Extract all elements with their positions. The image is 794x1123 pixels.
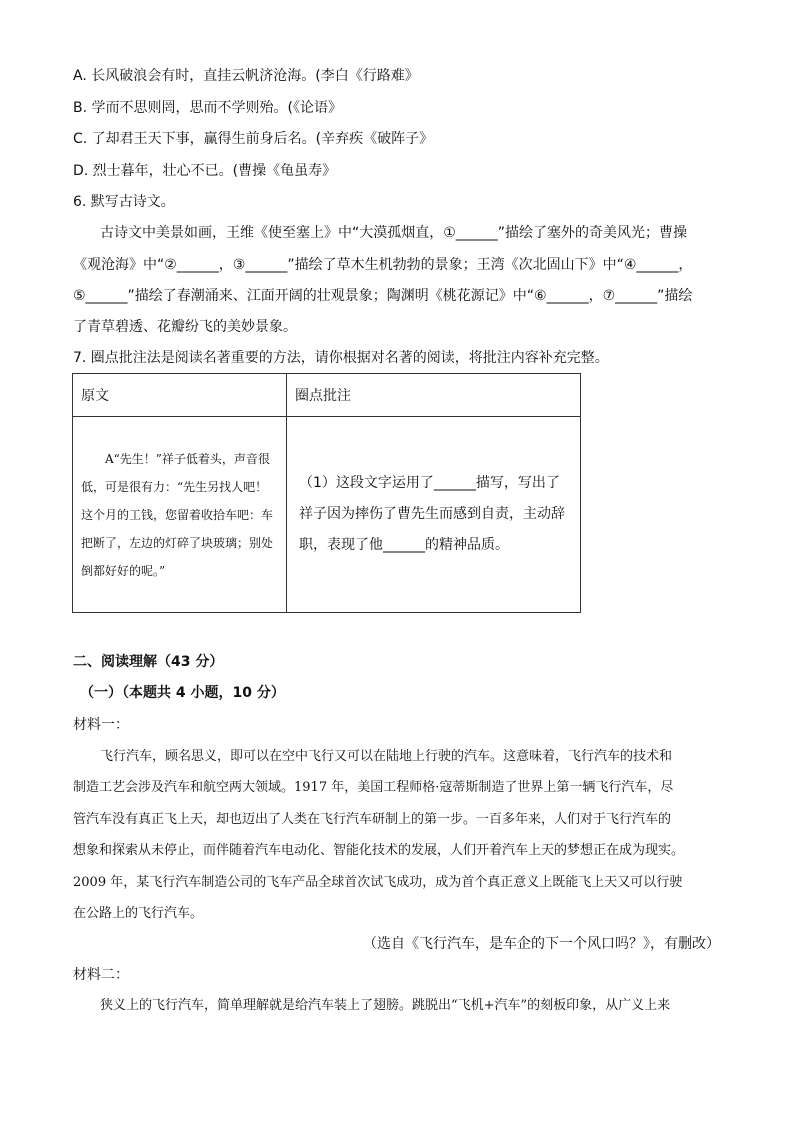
- question-6-title: 6. 默写古诗文。: [73, 194, 175, 210]
- material-2-line-1: 狭义上的飞行汽车，简单理解就是给汽车装上了翅膀。跳脱出“飞机+汽车”的刻板印象，从广义上来: [100, 998, 671, 1013]
- option-b: B. 学而不思则罔，思而不学则殆。(《论语》: [73, 100, 342, 116]
- option-a: A. 长风破浪会有时，直挂云帆济沧海。(李白《行路难》: [73, 68, 419, 84]
- material-1-line-3: 管汽车没有真正飞上天，却也迈出了人类在飞行汽车研制上的第一步。一百多年来，人们对于飞行汽车的: [73, 812, 672, 827]
- annotation-text: （1）这段文字运用了______描写，写出了祥子因为摔伤了曹先生而感到自责，主动辞职，表现了他______的精神品质。: [299, 475, 565, 553]
- material-1-line-6: 在公路上的飞行汽车。: [73, 906, 204, 921]
- annotation-cell: [287, 417, 581, 613]
- material-1-label: 材料一：: [73, 717, 129, 733]
- question-6-line-3: ⑤______”描绘了春潮涌来、江面开阔的壮观景象；陶渊明《桃花源记》中“⑥______，⑦______”描绘: [73, 288, 693, 304]
- material-1-line-4: 想象和探索从未停止，而伴随着汽车电动化、智能化技术的发展，人们开着汽车上天的梦想正在成为现实。: [73, 843, 685, 858]
- section-2-heading: 二、阅读理解（43 分）: [73, 654, 224, 670]
- question-6-line-4: 了青草碧透、花瓣纷飞的美妙景象。: [73, 319, 297, 335]
- option-d: D. 烈士暮年，壮心不已。(曹操《龟虽寿》: [73, 163, 337, 179]
- question-6-line-2: 《观沧海》中“②______，③______”描绘了草木生机勃勃的景象；王湾《次北固山下》中“④______，: [73, 257, 693, 273]
- original-text-cell: [73, 417, 287, 613]
- material-1-line-1: 飞行汽车，顾名思义，即可以在空中飞行又可以在陆地上行驶的汽车。这意味着，飞行汽车的技术和: [100, 749, 673, 764]
- option-c: C. 了却君王天下事，赢得生前身后名。(辛弃疾《破阵子》: [73, 131, 434, 147]
- table-header-annotation: 圈点批注: [287, 374, 581, 417]
- section-2-sub-heading: （一）（本题共 4 小题，10 分）: [80, 685, 285, 701]
- question-7-title: 7. 圈点批注法是阅读名著重要的方法，请你根据对名著的阅读，将批注内容补充完整。: [73, 350, 609, 366]
- material-1-line-2: 制造工艺会涉及汽车和航空两大领域。1917 年，美国工程师格·寇蒂斯制造了世界上第一辆飞行汽车，尽: [73, 780, 674, 795]
- original-text: A“先生！”祥子低着头，声音很低，可是很有力：“先生另找人吧！这个月的工钱，您留着收拾车吧：车把断了，左边的灯碎了块玻璃；别处倒都好好的呢。”: [81, 451, 274, 578]
- material-1-line-5: 2009 年，某飞行汽车制造公司的飞车产品全球首次试飞成功，成为首个真正意义上既能飞上天又可以行驶: [73, 875, 683, 890]
- table-header-original: 原文: [73, 374, 287, 417]
- annotation-table: [72, 373, 581, 613]
- material-2-label: 材料二：: [73, 967, 129, 983]
- material-1-source: （选自《飞行汽车，是车企的下一个风口吗？》，有删改）: [363, 936, 720, 952]
- question-6-line-1: 古诗文中美景如画，王维《使至塞上》中“大漠孤烟直，①______”描绘了塞外的奇美风光；曹操: [100, 225, 688, 241]
